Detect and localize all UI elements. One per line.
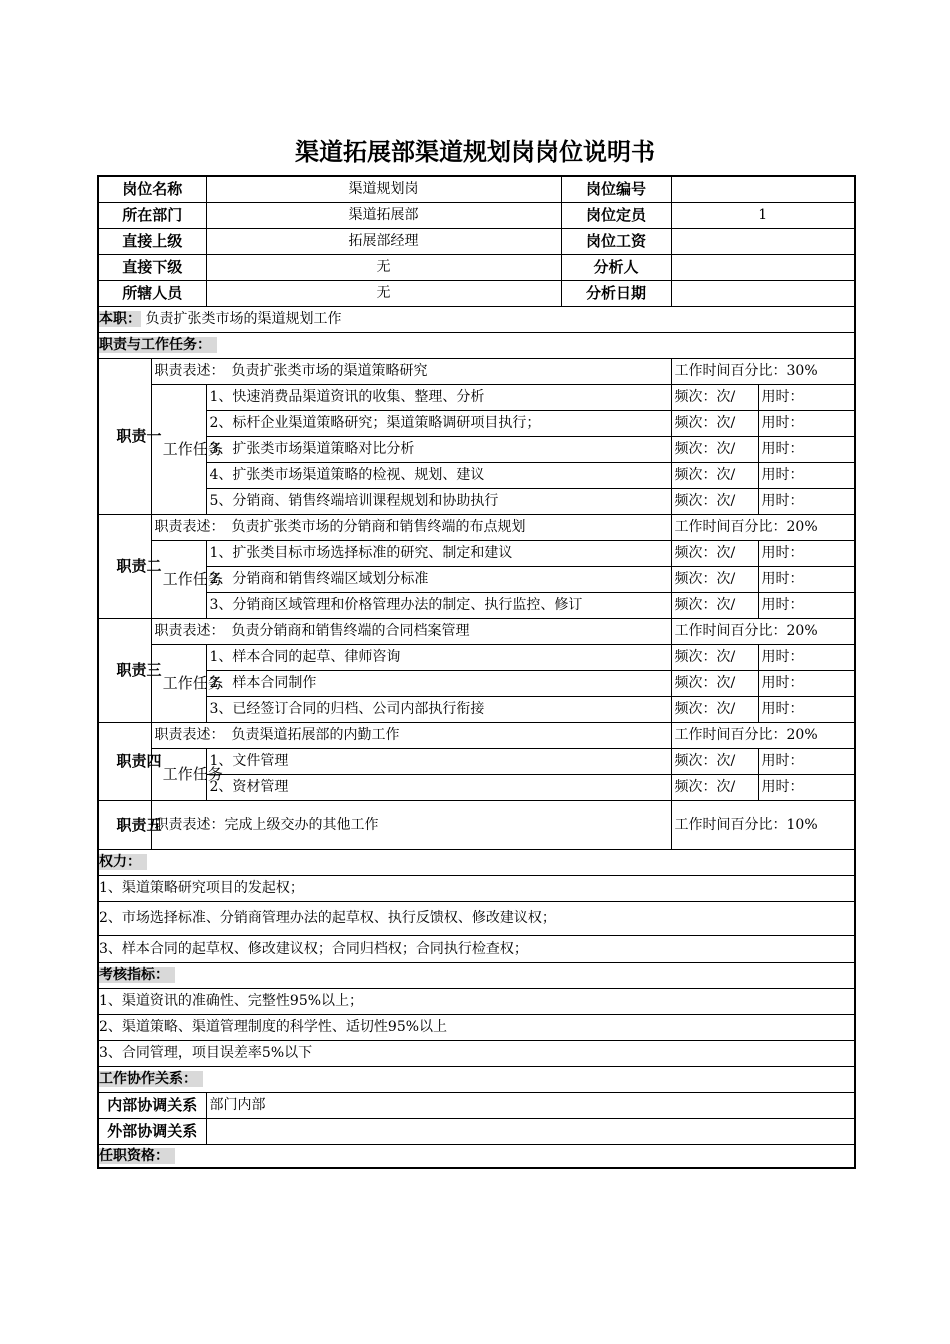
kpi-item-text: 2、渠道策略、渠道管理制度的科学性、适切性95%以上 <box>98 1015 855 1041</box>
task-label: 工作任务 <box>151 645 206 723</box>
header-label: 分析人 <box>561 255 671 281</box>
header-value <box>671 255 855 281</box>
header-label: 分析日期 <box>561 281 671 307</box>
duty-label: 职责三 <box>98 619 151 723</box>
header-row <box>98 229 855 255</box>
task-row <box>98 463 855 489</box>
task-label: 工作任务 <box>151 749 206 801</box>
task-frequency: 频次：次/ <box>671 593 758 619</box>
task-label: 工作任务 <box>151 541 206 619</box>
duty-label: 职责一 <box>98 359 151 515</box>
task-text: 1、样本合同的起草、律师咨询 <box>206 645 671 671</box>
task-time: 用时： <box>758 645 855 671</box>
task-frequency: 频次：次/ <box>671 437 758 463</box>
task-time: 用时： <box>758 749 855 775</box>
task-frequency: 频次：次/ <box>671 385 758 411</box>
relation-value: 部门内部 <box>206 1093 855 1119</box>
main-duty-row <box>98 307 855 333</box>
header-value <box>671 281 855 307</box>
task-row <box>98 645 855 671</box>
relation-label: 内部协调关系 <box>98 1093 206 1119</box>
section-heading-row <box>98 333 855 359</box>
kpi-heading: 考核指标： <box>99 967 175 983</box>
power-item-text: 1、渠道策略研究项目的发起权； <box>98 876 855 902</box>
section-heading-row <box>98 963 855 989</box>
task-time: 用时： <box>758 411 855 437</box>
section-heading-row <box>98 850 855 876</box>
relation-value <box>206 1119 855 1145</box>
relation-label: 外部协调关系 <box>98 1119 206 1145</box>
power-item-text: 3、样本合同的起草权、修改建议权；合同归档权；合同执行检查权； <box>98 936 855 963</box>
kpi-item-text: 3、合同管理，项目误差率5%以下 <box>98 1041 855 1067</box>
duty-percentage: 工作时间百分比：10% <box>671 801 855 850</box>
header-value: 渠道拓展部 <box>206 203 561 229</box>
task-time: 用时： <box>758 775 855 801</box>
duty-row <box>98 515 855 541</box>
header-label: 岗位编号 <box>561 176 671 203</box>
header-value <box>671 229 855 255</box>
task-time: 用时： <box>758 385 855 411</box>
power-item <box>98 936 855 963</box>
duty-label: 职责四 <box>98 723 151 801</box>
task-time: 用时： <box>758 437 855 463</box>
duty-description: 职责表述： 负责扩张类市场的渠道策略研究 <box>151 359 671 385</box>
section-heading-row <box>98 1067 855 1093</box>
task-text: 2、样本合同制作 <box>206 671 671 697</box>
duty-percentage: 工作时间百分比：20% <box>671 515 855 541</box>
duty-row <box>98 619 855 645</box>
task-row <box>98 437 855 463</box>
duty-percentage: 工作时间百分比：20% <box>671 619 855 645</box>
page-title: 渠道拓展部渠道规划岗岗位说明书 <box>295 138 655 166</box>
task-row <box>98 749 855 775</box>
task-text: 3、已经签订合同的归档、公司内部执行衔接 <box>206 697 671 723</box>
task-text: 2、分销商和销售终端区域划分标准 <box>206 567 671 593</box>
task-text: 2、资材管理 <box>206 775 671 801</box>
header-label: 岗位定员 <box>561 203 671 229</box>
task-row <box>98 411 855 437</box>
task-row <box>98 541 855 567</box>
header-label: 直接下级 <box>98 255 206 281</box>
power-heading: 权力： <box>99 854 147 870</box>
header-label: 直接上级 <box>98 229 206 255</box>
task-frequency: 频次：次/ <box>671 463 758 489</box>
duty-label: 职责五 <box>98 801 151 850</box>
header-row <box>98 203 855 229</box>
task-time: 用时： <box>758 697 855 723</box>
duty-percentage: 工作时间百分比：20% <box>671 723 855 749</box>
task-row <box>98 593 855 619</box>
duty-row <box>98 359 855 385</box>
task-frequency: 频次：次/ <box>671 775 758 801</box>
header-value <box>671 176 855 203</box>
relations-heading: 工作协作关系： <box>99 1071 203 1087</box>
header-value: 渠道规划岗 <box>206 176 561 203</box>
main-duty-text: 负责扩张类市场的渠道规划工作 <box>145 311 342 327</box>
qualification-heading: 任职资格： <box>99 1148 175 1164</box>
task-time: 用时： <box>758 489 855 515</box>
task-time: 用时： <box>758 671 855 697</box>
task-text: 4、扩张类市场渠道策略的检视、规划、建议 <box>206 463 671 489</box>
task-row <box>98 697 855 723</box>
task-text: 5、分销商、销售终端培训课程规划和协助执行 <box>206 489 671 515</box>
task-row <box>98 775 855 801</box>
kpi-item <box>98 989 855 1015</box>
task-frequency: 频次：次/ <box>671 697 758 723</box>
header-row <box>98 255 855 281</box>
kpi-item <box>98 1015 855 1041</box>
task-frequency: 频次：次/ <box>671 567 758 593</box>
power-item-text: 2、市场选择标准、分销商管理办法的起草权、执行反馈权、修改建议权； <box>98 902 855 936</box>
task-frequency: 频次：次/ <box>671 541 758 567</box>
kpi-item-text: 1、渠道资讯的准确性、完整性95%以上； <box>98 989 855 1015</box>
duty-row <box>98 723 855 749</box>
header-label: 所辖人员 <box>98 281 206 307</box>
duty-row <box>98 801 855 850</box>
task-row <box>98 489 855 515</box>
duty-percentage: 工作时间百分比：30% <box>671 359 855 385</box>
duty-description: 职责表述： 负责分销商和销售终端的合同档案管理 <box>151 619 671 645</box>
task-text: 1、快速消费品渠道资讯的收集、整理、分析 <box>206 385 671 411</box>
duty-description: 职责表述： 负责扩张类市场的分销商和销售终端的布点规划 <box>151 515 671 541</box>
task-frequency: 频次：次/ <box>671 749 758 775</box>
header-value: 1 <box>671 203 855 229</box>
header-value: 无 <box>206 255 561 281</box>
task-frequency: 频次：次/ <box>671 489 758 515</box>
duty-description: 职责表述： 负责渠道拓展部的内勤工作 <box>151 723 671 749</box>
task-frequency: 频次：次/ <box>671 645 758 671</box>
task-row <box>98 385 855 411</box>
header-row <box>98 176 855 203</box>
header-row <box>98 281 855 307</box>
task-text: 3、扩张类市场渠道策略对比分析 <box>206 437 671 463</box>
relation-row <box>98 1119 855 1145</box>
relation-row <box>98 1093 855 1119</box>
header-label: 岗位工资 <box>561 229 671 255</box>
kpi-item <box>98 1041 855 1067</box>
job-description-table <box>97 175 856 1169</box>
task-time: 用时： <box>758 567 855 593</box>
header-value: 无 <box>206 281 561 307</box>
task-time: 用时： <box>758 541 855 567</box>
header-label: 岗位名称 <box>98 176 206 203</box>
header-label: 所在部门 <box>98 203 206 229</box>
duties-heading: 职责与工作任务： <box>99 337 217 353</box>
task-text: 2、标杆企业渠道策略研究；渠道策略调研项目执行； <box>206 411 671 437</box>
main-duty-label: 本职： <box>99 311 141 327</box>
power-item <box>98 902 855 936</box>
duty-label: 职责二 <box>98 515 151 619</box>
task-frequency: 频次：次/ <box>671 671 758 697</box>
task-row <box>98 567 855 593</box>
task-frequency: 频次：次/ <box>671 411 758 437</box>
header-value: 拓展部经理 <box>206 229 561 255</box>
section-heading-row <box>98 1145 855 1169</box>
task-label: 工作任务 <box>151 385 206 515</box>
task-time: 用时： <box>758 593 855 619</box>
task-text: 3、分销商区域管理和价格管理办法的制定、执行监控、修订 <box>206 593 671 619</box>
task-time: 用时： <box>758 463 855 489</box>
duty-description: 职责表述：完成上级交办的其他工作 <box>151 801 671 850</box>
task-text: 1、文件管理 <box>206 749 671 775</box>
task-text: 1、扩张类目标市场选择标准的研究、制定和建议 <box>206 541 671 567</box>
task-row <box>98 671 855 697</box>
power-item <box>98 876 855 902</box>
